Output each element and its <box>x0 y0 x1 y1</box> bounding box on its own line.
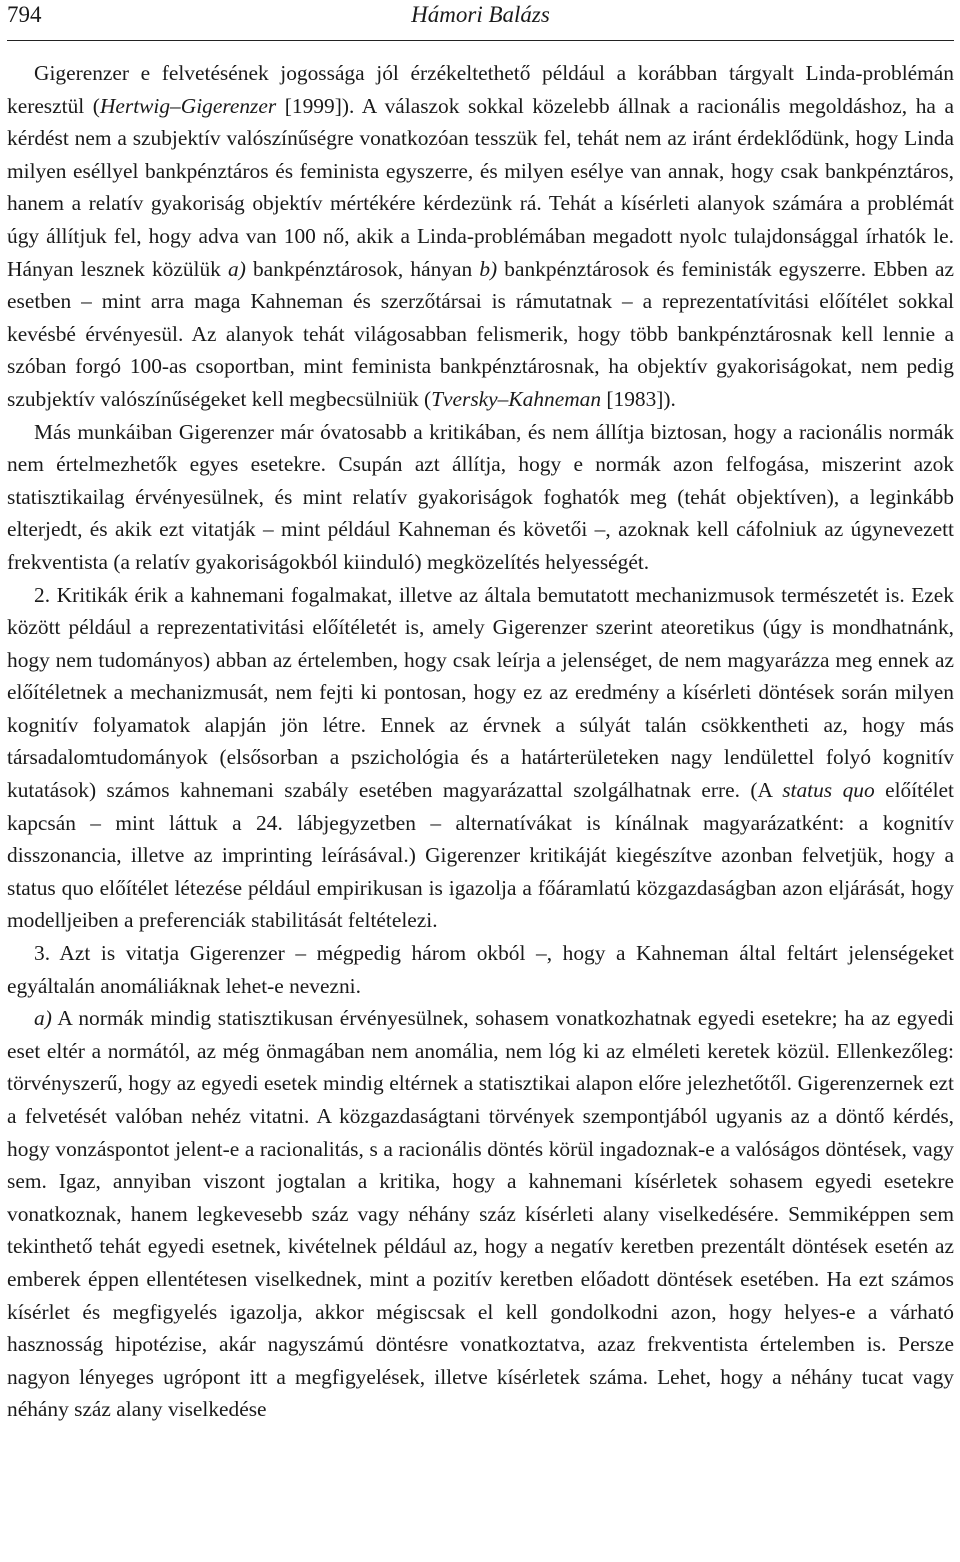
text-run: Gigerenzer e felvetésének jogossága jól érzékeltethető például a korábban tárgyalt Linda-problémán keresztül ( <box>7 61 954 118</box>
page-header <box>7 0 954 41</box>
paragraph <box>7 579 954 938</box>
running-title: Hámori Balázs <box>411 2 550 27</box>
paragraph <box>7 1002 954 1426</box>
text-run: 2. Kritikák érik a kahnemani fogalmakat, illetve az általa bemutatott mechanizmusok természetét is. Ezek között például a reprezentativitási előítéletét is, amely Gigerenzer szerint ateoretikus (úgy is mondhatnánk, hogy nem tudományos) abban az értelemben, hogy csak leírja a jelenséget, de nem magyarázza meg ennek az előítéletnek a mechanizmusát, nem fejti ki pontosan, hogy ez az eredmény a kísérleti döntések során milyen kognitív folyamatok alapján jön létre. Ennek az érvnek a súlyát talán csökkentheti az, hogy más társadalomtudományok (elsősorban a pszichológia és a határterületeken nagy lendülettel folyó kognitív kutatások) számos kahnemani szabály esetében magyarázattal szolgálhatnak erre. (A <box>7 582 954 803</box>
page-number: 794 <box>7 2 42 27</box>
italic-text: status quo <box>782 778 875 803</box>
italic-text: b) <box>479 256 498 281</box>
text-run: 3. Azt is vitatja Gigerenzer – mégpedig három okból –, hogy a Kahneman által feltárt jelenségeket egyáltalán anomáliáknak lehet-e nevezni. <box>7 941 954 998</box>
text-run: [1983]). <box>601 386 676 411</box>
paragraph <box>7 937 954 1002</box>
text-run: előítélet kapcsán – mint láttuk a 24. lábjegyzetben – alternatívákat is kínálnak magyarázatként: a kognitív disszonancia, illetve az imprinting leírásával.) Gigerenzer kritikáját kiegészítve azonban felvetjük, hogy a status quo előítélet létezése például empirikusan is igazolja a főáramlatú közgazdaságban azon eljárását, hogy modelljeiben a preferenciák stabilitását feltételezi. <box>7 778 954 933</box>
paragraph <box>7 416 954 579</box>
text-run: bankpénztárosok, hányan <box>245 256 480 281</box>
italic-text: a) <box>34 1006 52 1031</box>
paragraph <box>7 57 954 416</box>
body-text <box>7 57 954 1426</box>
italic-text: Hertwig–Gigerenzer <box>99 93 277 118</box>
text-run: A normák mindig statisztikusan érvényesülnek, sohasem vonatkozhatnak egyedi esetekre; ha az egyedi eset eltér a normától, az még önmagában nem anomália, nem lóg ki az elméleti keretek közül. Ellenkezőleg: törvényszerű, hogy az egyedi esetek mindig eltérnek a statisztikai alapon előre jelezhetőtől. Gigerenzernek ezt a felvetését valóban nehéz vitatni. A közgazdaságtani törvények szempontjából ugyanis az a döntő kérdés, hogy vonzáspontot jelent-e a racionalitás, s a racionális döntés körül ingadoznak-e a valóságos döntések, vagy sem. Igaz, annyiban viszont jogtalan a kritika, hogy a kahnemani kísérletek sohasem egyedi esetekre vonatkoznak, hanem legkevesebb száz vagy néhány száz kísérleti alany viselkedésére. Semmiképpen sem tekinthető tehát egyedi esetnek, kivételnek például az, hogy a negatív keretben prezentált döntések esetén az emberek éppen ellentétesen viselkednek, mint a pozitív keretben előadott döntések esetében. Ha ezt számos kísérlet és megfigyelés igazolja, akkor mégiscsak el kell gondolkodni azon, hogy helyes-e a várható hasznosság hipotézise, akár nagyszámú döntésre vonatkoztatva, azaz frekventista értelemben is. Persze nagyon lényeges ugrópont itt a megfigyelések, illetve kísérletek száma. Lehet, hogy a néhány tucat vagy néhány száz alany viselkedése <box>7 1006 954 1422</box>
italic-text: Tversky–Kahneman <box>431 386 602 411</box>
text-run: [1999]). A válaszok sokkal közelebb állnak a racionális megoldáshoz, ha a kérdést nem a szubjektív valószínűségre vonatkozóan tesszük fel, tehát nem az iránt érdeklődünk, hogy Linda milyen eséllyel bankpénztáros és feminista egyszerre, és milyen esélye van annak, hogy csak bankpénztáros, hanem a relatív gyakoriság objektív mértékére kérdezünk rá. Tehát a kísérleti alanyok számára a problémát úgy állítjuk fel, hogy adva van 100 nő, akik a Linda-problémában megadott nyolc tulajdonsággal írhatók le. Hányan lesznek közülük <box>7 93 955 281</box>
text-run: Más munkáiban Gigerenzer már óvatosabb a kritikában, és nem állítja biztosan, hogy a racionális normák nem értelmezhetők egyes esetekre. Csupán azt állítja, hogy e normák azon felfogása, miszerint azok statisztikailag érvényesülnek, és mint relatív gyakoriságok foghatók meg (tehát objektíven), a leginkább elterjedt, és akik ezt vitatják – mint például Kahneman és követői –, azoknak kell cáfolniuk az úgynevezett frekventista (a relatív gyakoriságokból kiinduló) megközelítés helyességét. <box>7 419 954 574</box>
italic-text: a) <box>228 256 246 281</box>
text-run: bankpénztárosok és feministák egyszerre. Ebben az esetben – mint arra maga Kahneman és szerzőtársai is rámutatnak – a reprezentatívitási előítélet sokkal kevésbé érvényesül. Az alanyok tehát világosabban felismerik, hogy több bankpénztárosnak kell lennie a szóban forgó 100-as csoportban, mint feminista bankpénztárosnak, ha objektív gyakoriságokat, nem pedig szubjektív valószínűségeket kell megbecsülniük ( <box>7 256 954 411</box>
